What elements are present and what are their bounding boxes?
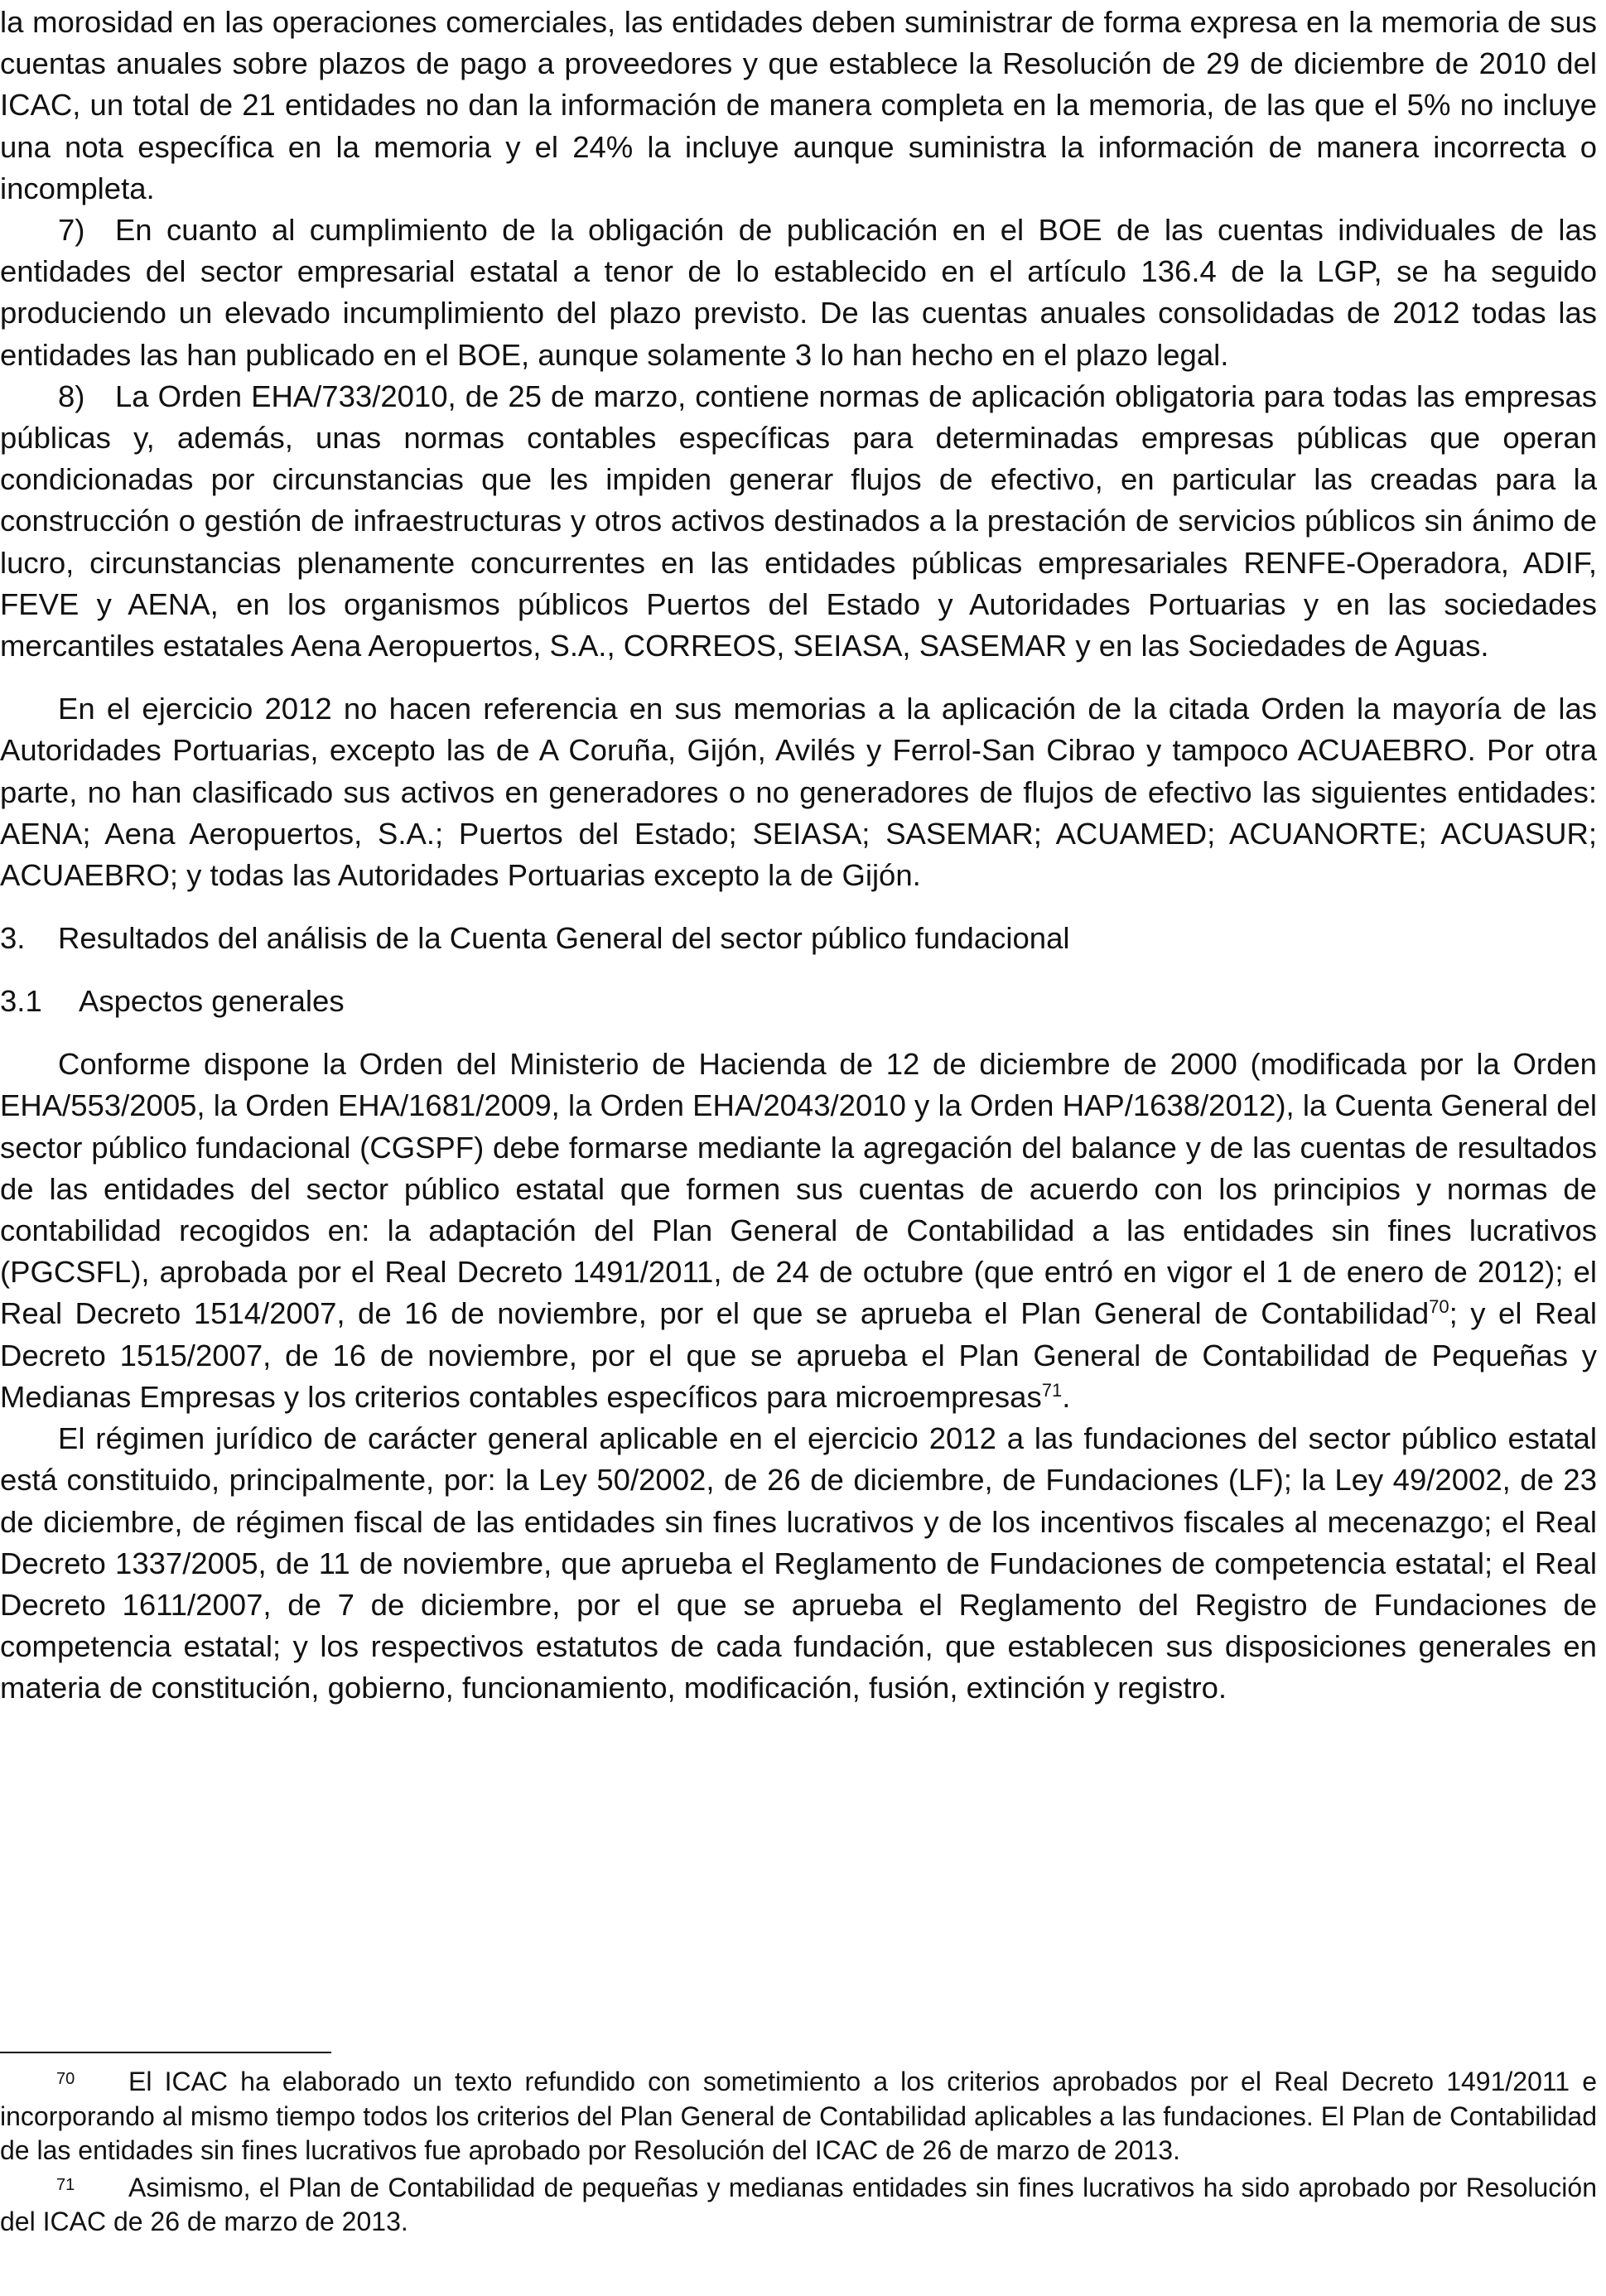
footnote-ref-70[interactable]: 70 <box>1429 1296 1449 1318</box>
footnote-text: Asimismo, el Plan de Contabilidad de pequeñas y medianas entidades sin fines lucrativos ha sido aprobado por Resolución del ICAC de 26 de marzo de 2013. <box>0 2172 1597 2236</box>
section-heading-3 <box>0 918 1597 959</box>
section-heading-3-1 <box>0 981 1597 1022</box>
paragraph-item-8: 8) La Orden EHA/733/2010, de 25 de marzo, contiene normas de aplicación obligatoria para todas las empresas públicas y, además, unas normas contables específicas para determinadas empresas públicas que operan condicionadas por circunstancias que les impiden generar flujos de efectivo, en particular las creadas para la construcción o gestión de infraestructuras y otros activos destinados a la prestación de servicios públicos sin ánimo de lucro, circunstancias plenamente concurrentes en las entidades públicas empresariales RENFE-Operadora, ADIF, FEVE y AENA, en los organismos públicos Puertos del Estado y Autoridades Portuarias y en las sociedades mercantiles estatales Aena Aeropuertos, S.A., CORREOS, SEIASA, SASEMAR y en las Sociedades de Aguas. <box>0 379 1597 663</box>
paragraph-ejercicio-2012: En el ejercicio 2012 no hacen referencia en sus memorias a la aplicación de la citada Orden la mayoría de las Autoridades Portuarias, excepto las de A Coruña, Gijón, Avilés y Ferrol-San Cibrao y tampoco ACUAEBRO. Por otra parte, no han clasificado sus activos en generadores o no generadores de flujos de efectivo las siguientes entidades: AENA; Aena Aeropuertos, S.A.; Puertos del Estado; SEIASA; SASEMAR; ACUAMED; ACUANORTE; ACUASUR; ACUAEBRO; y todas las Autoridades Portuarias excepto la de Gijón. <box>0 692 1597 893</box>
paragraph-conforme: Conforme dispone la Orden del Ministerio de Hacienda de 12 de diciembre de 2000 (modificada por la Orden EHA/553/2005, la Orden EHA/1681/2009, la Orden EHA/2043/2010 y la Orden HAP/1638/2012), la Cuenta General del sector público fundacional (CGSPF) debe formarse mediante la agregación del balance y de las cuentas de resultados de las entidades del sector público estatal que formen sus cuentas de acuerdo con los principios y normas de contabilidad recogidos en: la adaptación del Plan General de Contabilidad a las entidades sin fines lucrativos (PGCSFL), aprobada por el Real Decreto 1491/2011, de 24 de octubre (que entró en vigor el 1 de enero de 2012); el Real Decreto 1514/2007, de 16 de noviembre, por el que se aprueba el Plan General de Contabilidad$^{70}$; y el Real Decreto 1515/2007, de 16 de noviembre, por el que se aprueba el Plan General de Contabilidad de Pequeñas y Medianas Empresas y los criterios contables específicos para microempresas$^{71}$. <box>0 1047 1597 1414</box>
paragraph-regimen: El régimen jurídico de carácter general aplicable en el ejercicio 2012 a las fundaciones del sector público estatal está constituido, principalmente, por: la Ley 50/2002, de 26 de diciembre, de Fundaciones (LF); la Ley 49/2002, de 23 de diciembre, de régimen fiscal de las entidades sin fines lucrativos y de los incentivos fiscales al mecenazgo; el Real Decreto 1337/2005, de 11 de noviembre, que aprueba el Reglamento de Fundaciones de competencia estatal; el Real Decreto 1611/2007, de 7 de diciembre, por el que se aprueba el Reglamento del Registro de Fundaciones de competencia estatal; y los respectivos estatutos de cada fundación, que establecen sus disposiciones generales en materia de constitución, gobierno, funcionamiento, modificación, fusión, extinción y registro. <box>0 1421 1597 1705</box>
paragraph-item-7: 7) En cuanto al cumplimiento de la obligación de publicación en el BOE de las cuentas individuales de las entidades del sector empresarial estatal a tenor de lo establecido en el artículo 136.4 de la LGP, se ha seguido produciendo un elevado incumplimiento del plazo previsto. De las cuentas anuales consolidadas de 2012 todas las entidades las han publicado en el BOE, aunque solamente 3 lo han hecho en el plazo legal. <box>0 213 1597 372</box>
footnote-number: 70 <box>56 2070 75 2088</box>
footnote-71 <box>0 2168 1597 2240</box>
section-number: 3. <box>0 921 26 956</box>
subsection-title: Aspectos generales <box>79 984 345 1019</box>
subsection-number: 3.1 <box>0 984 42 1019</box>
footnote-text: El ICAC ha elaborado un texto refundido con sometimiento a los criterios aprobados por el Real Decreto 1491/2011 e incorporando al mismo tiempo todos los criterios del Plan General de Contabilidad aplicables a las fundaciones. El Plan de Contabilidad de las entidades sin fines lucrativos fue aprobado por Resolución del ICAC de 26 de marzo de 2013. <box>0 2067 1597 2165</box>
paragraph-morosidad: la morosidad en las operaciones comerciales, las entidades deben suministrar de forma expresa en la memoria de sus cuentas anuales sobre plazos de pago a proveedores y que establece la Resolución de 29 de diciembre de 2010 del ICAC, un total de 21 entidades no dan la información de manera completa en la memoria, de las que el 5% no incluye una nota específica en la memoria y el 24% la incluye aunque suministra la información de manera incorrecta o incompleta. <box>0 5 1597 205</box>
footnote-divider <box>0 2052 331 2053</box>
footnote-number: 71 <box>56 2175 75 2194</box>
footnotes <box>0 2062 1597 2240</box>
section-title: Resultados del análisis de la Cuenta General del sector público fundacional <box>58 921 1070 956</box>
footnote-ref-71[interactable]: 71 <box>1041 1379 1063 1401</box>
main-text <box>0 2 1597 1710</box>
footnote-70 <box>0 2062 1597 2168</box>
